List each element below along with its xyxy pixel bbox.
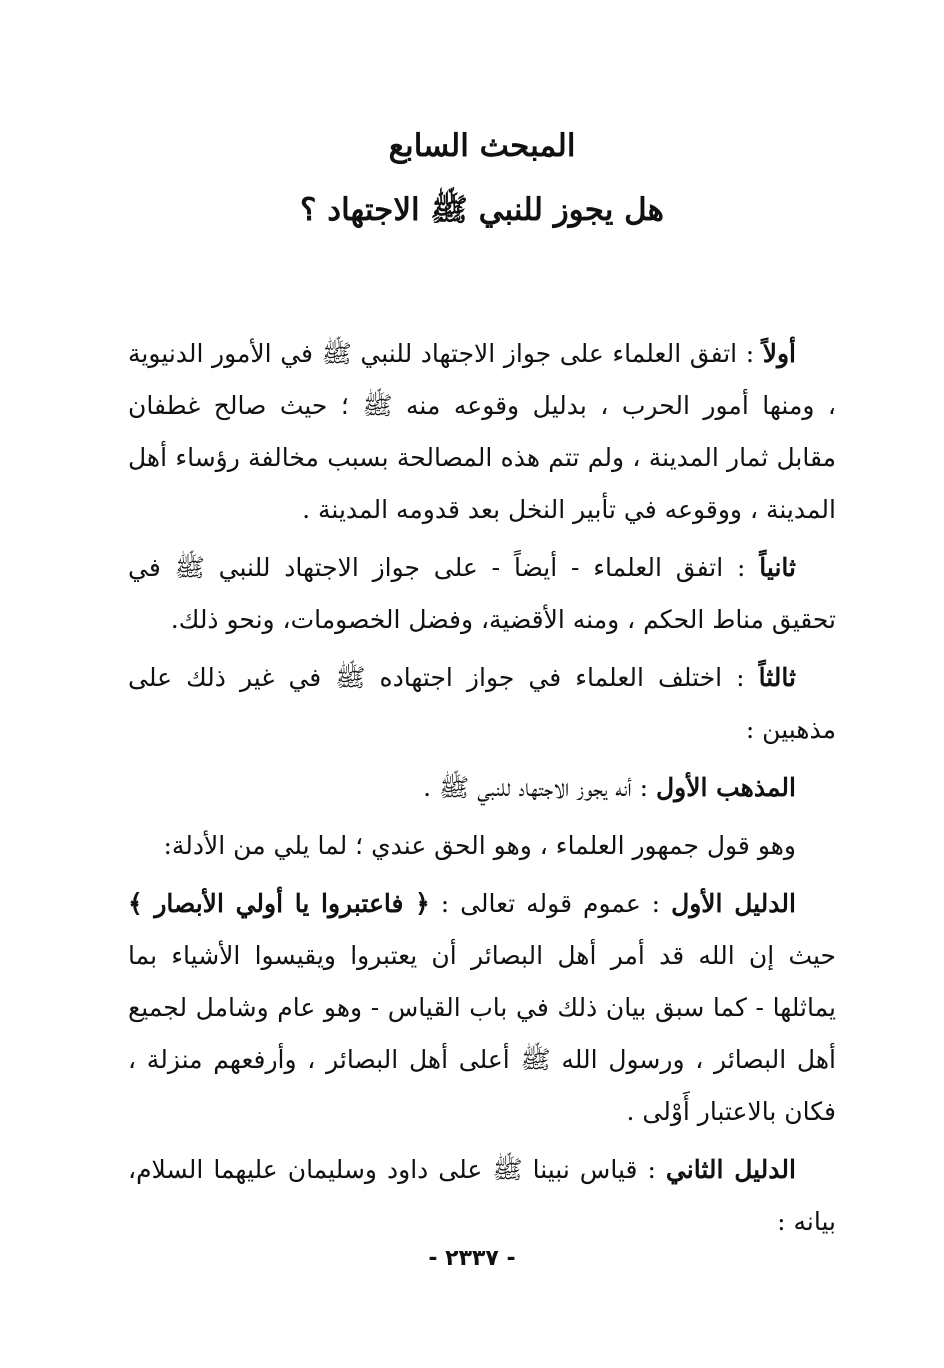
paragraph-text: : قياس نبينا ﷺ على داود وسليمان عليهما السلام، بيانه : xyxy=(128,1155,836,1236)
paragraph-text: : اتفق العلماء - أيضاً - على جواز الاجتهاد للنبي ﷺ في تحقيق مناط الحكم ، ومنه الأقضية، وفضل الخصومات، ونحو ذلك. xyxy=(128,553,836,634)
quran-quote: ﴿ فاعتبروا يا أولي الأبصار ﴾ xyxy=(128,889,430,918)
paragraph-first-doctrine xyxy=(128,762,836,814)
paragraph-lead: أولاً xyxy=(762,339,796,368)
document-page xyxy=(128,110,836,1254)
paragraph-text: : اختلف العلماء في جواز اجتهاده ﷺ في غير ذلك على مذهبين : xyxy=(128,663,836,744)
paragraph-second xyxy=(128,542,836,646)
paragraph-lead: ثالثاً xyxy=(758,663,796,692)
paragraph-lead: الدليل الثاني xyxy=(665,1155,796,1184)
paragraph-second-evidence xyxy=(128,1144,836,1248)
paragraph-lead: ثانياً xyxy=(759,553,796,582)
paragraph-text: : عموم قوله تعالى : xyxy=(429,889,672,918)
page-number: - ٢٣٣٧ - xyxy=(428,1246,516,1271)
section-question: هل يجوز للنبي ﷺ الاجتهاد ؟ xyxy=(300,192,664,228)
section-title: المبحث السابع xyxy=(388,128,576,164)
paragraph-text-continued: حيث إن الله قد أمر أهل البصائر أن يعتبروا ويقيسوا الأشياء بما يماثلها - كما سبق بيان ذلك في باب القياس - وهو عام وشامل لجميع أهل البصائر ، ورسول الله ﷺ أعلى أهل البصائر ، وأرفعهم منزلة ، فكان بالاعتبار أَوْلى . xyxy=(128,941,836,1126)
paragraph-third xyxy=(128,652,836,756)
paragraph-lead: الدليل الأول xyxy=(671,889,796,918)
paragraph-lead: المذهب الأول xyxy=(655,773,796,802)
paragraph-text: وهو قول جمهور العلماء ، وهو الحق عندي ؛ لما يلي من الأدلة: xyxy=(163,831,796,860)
paragraph-first-evidence xyxy=(128,878,836,1138)
paragraph-text: : أنه يجوز الاجتهاد للنبي ﷺ . xyxy=(423,773,656,802)
paragraph-text: : اتفق العلماء على جواز الاجتهاد للنبي ﷺ في الأمور الدنيوية ، ومنها أمور الحرب ، بدليل وقوعه منه ﷺ ؛ حيث صالح غطفان مقابل ثمار المدينة ، ولم تتم هذه المصالحة بسبب مخالفة رؤساء أهل المدينة ، ووقوعه في تأبير النخل بعد قدومه المدينة . xyxy=(128,339,836,524)
paragraph-first xyxy=(128,328,836,536)
paragraph-majority-view xyxy=(128,820,836,872)
document-body xyxy=(128,328,836,1248)
